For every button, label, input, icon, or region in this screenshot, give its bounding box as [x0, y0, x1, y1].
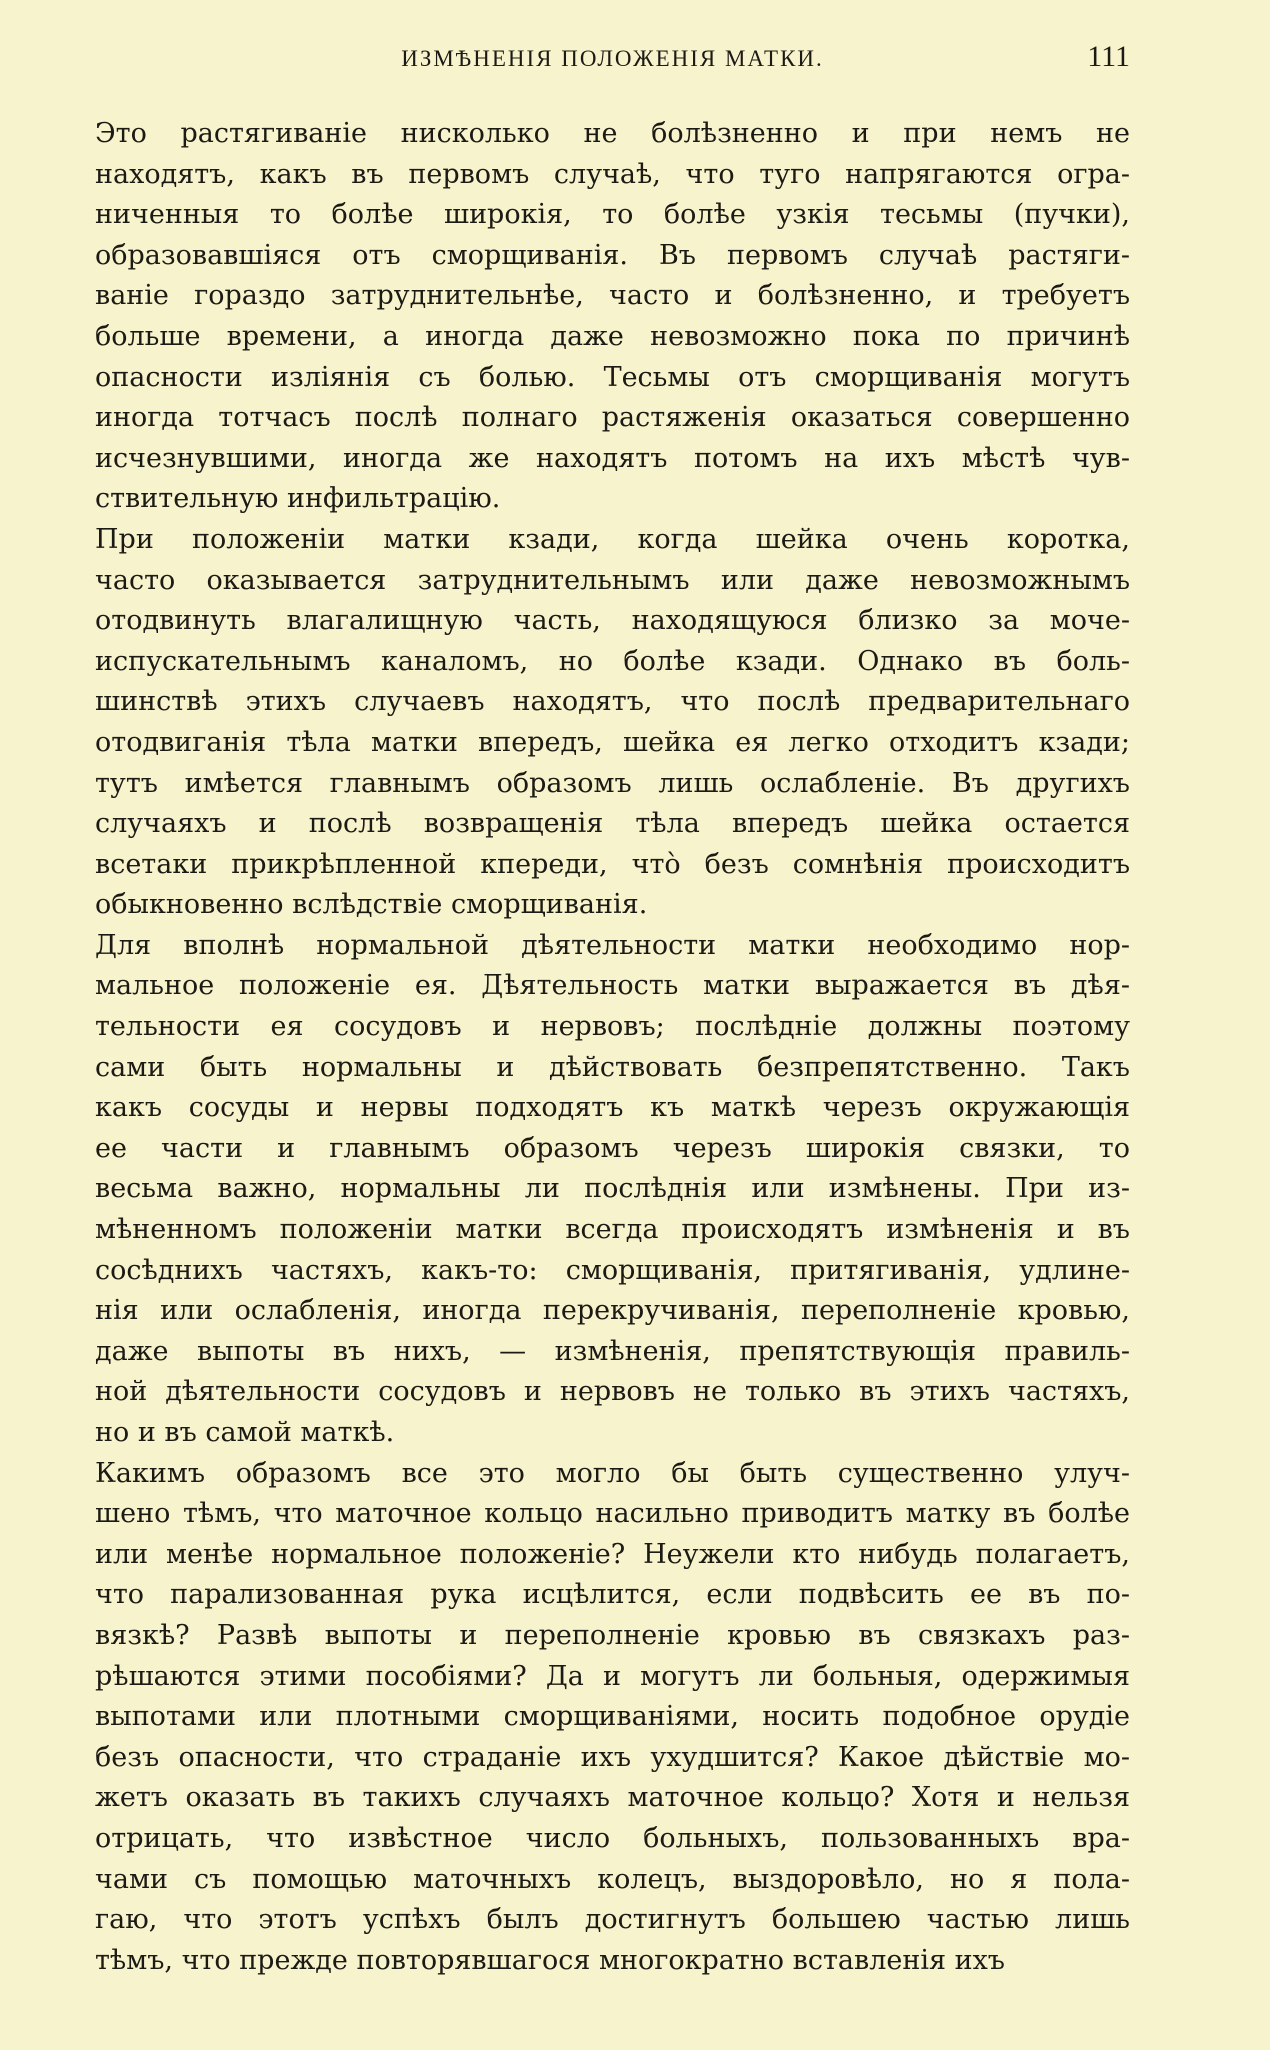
text-line: мальное положеніе ея. Дѣятельность матки выражается въ дѣя- — [95, 970, 1130, 1002]
text-line: тѣмъ, что прежде повторявшагося многократно вставленія ихъ — [95, 1944, 1005, 1976]
text-line: выпотами или плотными сморщиваніями, носить подобное орудіе — [95, 1701, 1130, 1733]
text-line: безъ опасности, что страданіе ихъ ухудшится? Какое дѣйствіе мо- — [95, 1741, 1130, 1773]
text-line: ной дѣятельности сосудовъ и нервовъ не только въ этихъ частяхъ, — [95, 1376, 1130, 1408]
text-line: Какимъ образомъ все это могло бы быть существенно улуч- — [95, 1457, 1130, 1489]
text-line: нія или ослабленія, иногда перекручиванія, переполненіе кровью, — [95, 1295, 1130, 1327]
text-line: тельности ея сосудовъ и нервовъ; послѣдніе должны поэтому — [95, 1011, 1130, 1043]
text-line: отрицать, что извѣстное число больныхъ, пользованныхъ вра- — [95, 1822, 1130, 1854]
text-line: Это растягиваніе нисколько не болѣзненно и при немъ не — [95, 118, 1130, 149]
text-line: ствительную инфильтрацію. — [95, 483, 501, 515]
paragraph — [95, 520, 1130, 926]
text-line: что парализованная рука исцѣлится, если подвѣсить ее въ по- — [95, 1579, 1130, 1611]
text-line: находятъ, какъ въ первомъ случаѣ, что туго напрягаются огра- — [95, 158, 1130, 190]
text-line: рѣшаются этими пособіями? Да и могутъ ли больныя, одержимыя — [95, 1660, 1130, 1692]
text-line: При положеніи матки кзади, когда шейка очень коротка, — [95, 523, 1130, 555]
text-line: сосѣднихъ частяхъ, какъ-то: сморщиванія, притягиванія, удлине- — [95, 1254, 1130, 1286]
text-line: случаяхъ и послѣ возвращенія тѣла впередъ шейка остается — [95, 808, 1130, 840]
text-line: шинствѣ этихъ случаевъ находятъ, что послѣ предварительнаго — [95, 686, 1130, 718]
text-line: опасности изліянія съ болью. Тесьмы отъ сморщиванія могутъ — [95, 361, 1130, 393]
paragraph — [95, 114, 1130, 520]
running-title: ИЗМѢНЕНІЯ ПОЛОЖЕНІЯ МАТКИ. — [401, 46, 824, 71]
text-line: ниченныя то болѣе широкія, то болѣе узкія тесьмы (пучки), — [95, 199, 1130, 231]
text-line: больше времени, а иногда даже невозможно пока по причинѣ — [95, 320, 1130, 352]
body-text — [95, 114, 1130, 1981]
text-line: гаю, что этотъ успѣхъ былъ достигнутъ большею частью лишь — [95, 1904, 1130, 1936]
text-line: тутъ имѣется главнымъ образомъ лишь ослабленіе. Въ другихъ — [95, 767, 1130, 799]
text-line: вязкѣ? Развѣ выпоты и переполненіе кровью въ связкахъ раз- — [95, 1619, 1130, 1651]
text-line: даже выпоты въ нихъ, — измѣненія, препятствующія правиль- — [95, 1335, 1130, 1367]
text-line: весьма важно, нормальны ли послѣднія или измѣнены. При из- — [95, 1173, 1130, 1205]
text-line: обыкновенно вслѣдствіе сморщиванія. — [95, 889, 648, 921]
text-line: какъ сосуды и нервы подходятъ къ маткѣ черезъ окружающія — [95, 1092, 1130, 1124]
text-line: сами быть нормальны и дѣйствовать безпрепятственно. Такъ — [95, 1051, 1130, 1083]
text-line: отодвинуть влагалищную часть, находящуюся близко за моче- — [95, 605, 1130, 637]
running-head — [95, 40, 1130, 80]
text-line: отодвиганія тѣла матки впередъ, шейка ея легко отходитъ кзади; — [95, 726, 1130, 758]
paragraph — [95, 926, 1130, 1454]
text-line: Для вполнѣ нормальной дѣятельности матки необходимо нор- — [95, 929, 1130, 961]
text-line: ее части и главнымъ образомъ черезъ широкія связки, то — [95, 1132, 1130, 1164]
page-number: 111 — [1087, 40, 1130, 73]
text-line: исчезнувшими, иногда же находятъ потомъ на ихъ мѣстѣ чув- — [95, 442, 1130, 474]
text-line: часто оказывается затруднительнымъ или даже невозможнымъ — [95, 564, 1130, 596]
text-line: чами съ помощью маточныхъ колецъ, выздоровѣло, но я пола- — [95, 1863, 1130, 1895]
text-line: или менѣе нормальное положеніе? Неужели кто нибудь полагаетъ, — [95, 1538, 1130, 1570]
text-line: но и въ самой маткѣ. — [95, 1417, 395, 1448]
text-line: иногда тотчасъ послѣ полнаго растяженія оказаться совершенно — [95, 402, 1130, 434]
text-line: шено тѣмъ, что маточное кольцо насильно приводитъ матку въ болѣе — [95, 1498, 1130, 1530]
text-line: мѣненномъ положеніи матки всегда происходятъ измѣненія и въ — [95, 1214, 1130, 1246]
text-line: образовавшіяся отъ сморщиванія. Въ первомъ случаѣ растяги- — [95, 239, 1130, 271]
text-line: всетаки прикрѣпленной кпереди, что̀ безъ сомнѣнія происходитъ — [95, 848, 1130, 880]
text-line: испускательнымъ каналомъ, но болѣе кзади. Однако въ боль- — [95, 645, 1130, 677]
text-line: ваніе гораздо затруднительнѣе, часто и болѣзненно, и требуетъ — [95, 280, 1130, 312]
paragraph — [95, 1454, 1130, 1982]
text-line: жетъ оказать въ такихъ случаяхъ маточное кольцо? Хотя и нельзя — [95, 1782, 1130, 1814]
